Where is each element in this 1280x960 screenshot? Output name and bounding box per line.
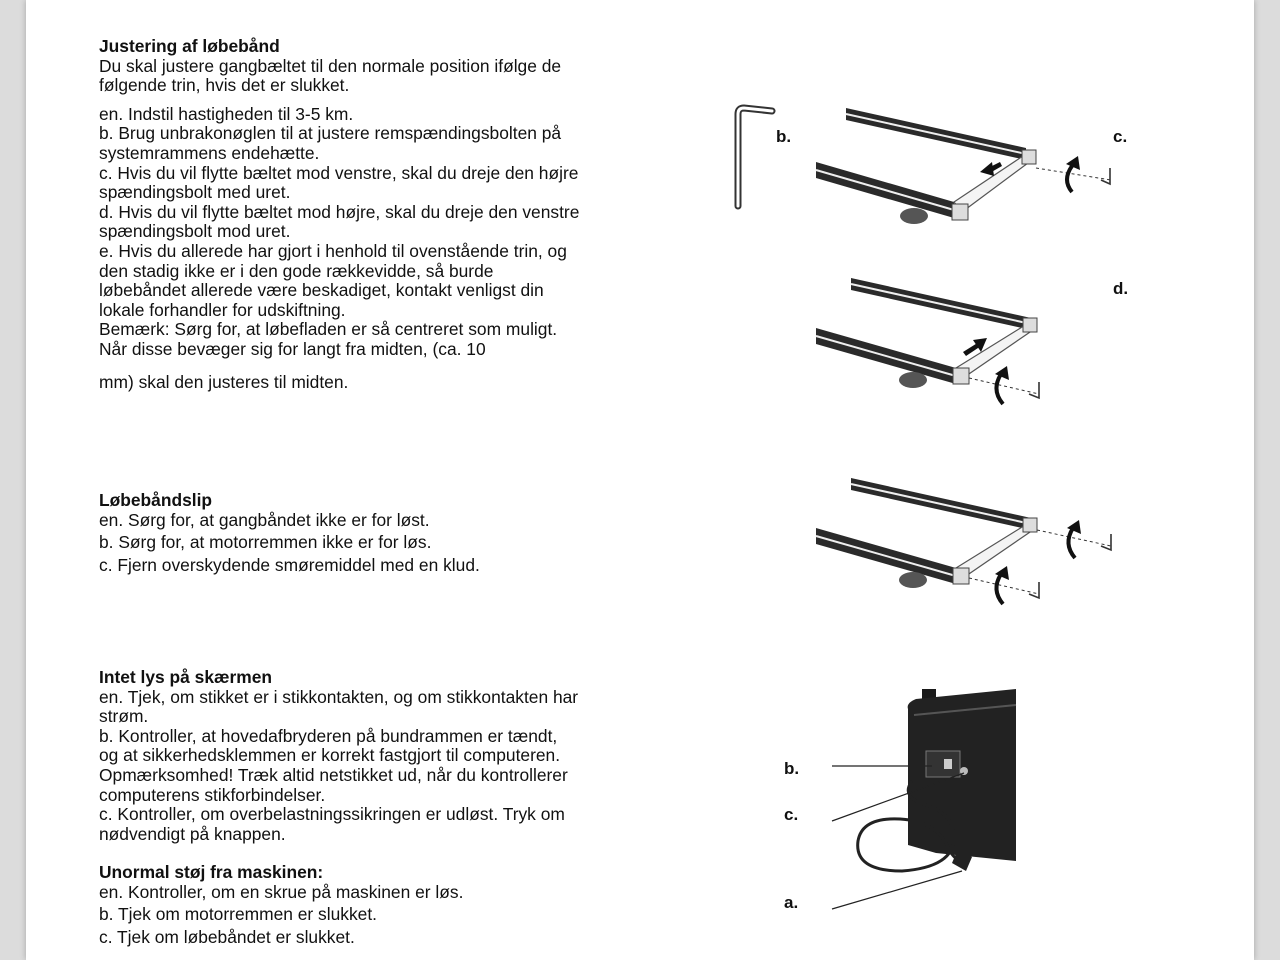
section-no-light <box>99 668 629 844</box>
text-line: en. Tjek, om stikket er i stikkontakten, og om stikkontakten har <box>99 686 579 707</box>
text-line: følgende trin, hvis det er slukket. <box>99 75 350 96</box>
text-line: Du skal justere gangbæltet til den normale position ifølge de <box>99 55 562 76</box>
figure-label: c. <box>784 805 799 824</box>
treadmill-illustration <box>801 470 1121 620</box>
heading-belt-slip: Løbebåndslip <box>99 490 213 510</box>
heading-noise: Unormal støj fra maskinen: <box>99 862 324 882</box>
text-line: Bemærk: Sørg for, at løbefladen er så centreret som muligt. <box>99 319 558 340</box>
treadmill-illustration <box>726 100 1126 245</box>
text-line: Når disse bevæger sig for langt fra midten, (ca. 10 <box>99 338 486 359</box>
section-noise <box>99 863 629 947</box>
text-line: b. Brug unbrakonøglen til at justere remspændingsbolten på <box>99 123 562 144</box>
text-line: b. Tjek om motorremmen er slukket. <box>99 904 378 925</box>
text-line: en. Kontroller, om en skrue på maskinen er løs. <box>99 881 464 902</box>
section-belt-adjust <box>99 37 629 392</box>
document-page <box>26 0 1254 960</box>
text-line: nødvendigt på knappen. <box>99 823 286 844</box>
treadmill-illustration <box>801 270 1141 415</box>
text-line: spændingsbolt med uret. <box>99 182 291 203</box>
text-line: computerens stikforbindelser. <box>99 784 326 805</box>
section-belt-slip <box>99 491 629 575</box>
allen-key-icon <box>738 108 772 206</box>
text-line: en. Indstil hastigheden til 3-5 km. <box>99 103 354 124</box>
text-line: c. Tjek om løbebåndet er slukket. <box>99 926 355 947</box>
text-line: c. Kontroller, om overbelastningssikringen er udløst. Tryk om <box>99 804 565 825</box>
heading-no-light: Intet lys på skærmen <box>99 667 273 687</box>
text-line: e. Hvis du allerede har gjort i henhold til ovenstående trin, og <box>99 240 567 261</box>
text-line: d. Hvis du vil flytte bæltet mod højre, skal du dreje den venstre <box>99 201 580 222</box>
power-switch-icon <box>944 759 952 769</box>
text-line: den stadig ikke er i den gode rækkevidde, så burde <box>99 260 494 281</box>
text-line: b. Kontroller, at hovedafbryderen på bundrammen er tændt, <box>99 725 558 746</box>
text-line: c. Hvis du vil flytte bæltet mod venstre, skal du dreje den højre <box>99 162 579 183</box>
text-line: strøm. <box>99 706 149 727</box>
text-line: Opmærksomhed! Træk altid netstikket ud, når du kontrollerer <box>99 764 568 785</box>
text-line: mm) skal den justeres til midten. <box>99 371 349 392</box>
figure-belt-slip <box>801 470 1121 620</box>
figure-belt-adjust-left <box>801 270 1141 415</box>
figure-label: a. <box>784 893 799 912</box>
text-line: c. Fjern overskydende smøremiddel med en klud. <box>99 554 480 575</box>
text-line: spændingsbolt mod uret. <box>99 221 291 242</box>
figure-label: b. <box>784 759 800 778</box>
figure-power <box>776 685 1046 915</box>
text-line: løbebåndet allerede være beskadiget, kontakt venligst din <box>99 280 544 301</box>
text-line: og at sikkerhedsklemmen er korrekt fastgjort til computeren. <box>99 745 561 766</box>
figure-belt-adjust-right <box>726 100 1126 245</box>
figure-label: d. <box>1113 279 1129 298</box>
text-line: b. Sørg for, at motorremmen ikke er for løs. <box>99 532 432 553</box>
figure-label: b. <box>776 127 792 146</box>
treadmill-base-illustration <box>776 685 1046 915</box>
figure-label: c. <box>1113 127 1128 146</box>
heading-belt-adjust: Justering af løbebånd <box>99 36 280 56</box>
text-line: systemrammens endehætte. <box>99 142 320 163</box>
text-line: lokale forhandler for udskiftning. <box>99 299 346 320</box>
text-line: en. Sørg for, at gangbåndet ikke er for løst. <box>99 509 430 530</box>
